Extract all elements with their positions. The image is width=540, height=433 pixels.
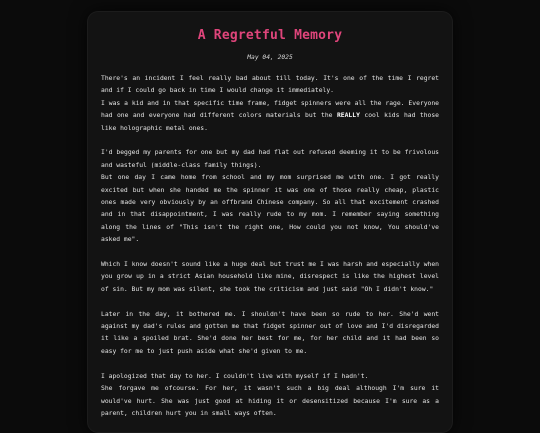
paragraph-text: But one day I came home from school and my mom surprised me with one. I got really excited but when she handed me the spinner it was one of those really cheap, plastic ones made very obviously by an offbrand Chinese company. So all that excitement crashed and in that disappointment, I was really rude to my mom. I remember saying something along the lines of "This isn't the right one, How could you not know, You should've asked me".: [101, 174, 439, 244]
paragraph-text: I was a kid and in that specific time frame, fidget spinners were all the rage. Everyone had one and everyone had different colors materials but the: [101, 99, 439, 120]
paragraph-text: I'd begged my parents for one but my dad had flat out refused deeming it to be frivolous and wasteful (middle-class family things).: [101, 149, 439, 169]
paragraph-3: [101, 259, 439, 296]
post-title: A Regretful Memory: [197, 28, 343, 43]
paragraph-text: There's an incident I feel really bad about till today. It's one of the time I regret and if I could go back in time I would change it immediately.: [101, 75, 439, 95]
paragraph-1: [101, 73, 439, 135]
paragraph-5: [101, 371, 439, 421]
post-card: [88, 12, 452, 432]
paragraph-text: I apologized that day to her. I couldn't live with myself if I hadn't.: [101, 372, 369, 380]
post-body: [101, 73, 439, 433]
paragraph-text: Which I know doesn't sound like a huge deal but trust me I was harsh and especially when you grow up in a strict Asian household like mine, disrespect is like the highest level of sin. But my mom was silent, she took the criticism and just said "Oh I didn't know.": [101, 261, 439, 293]
post-date: May 04, 2025: [247, 54, 293, 61]
emphasis-text: REALLY: [336, 112, 360, 120]
paragraph-text: cool kids had those like holographic metal ones.: [101, 112, 439, 132]
paragraph-2: [101, 147, 439, 246]
paragraph-4: [101, 309, 439, 359]
paragraph-text: She forgave me ofcourse. For her, it wasn't such a big deal although I'm sure it would've hurt. She was just good at hiding it or desensitized because I'm sure as a parent, children hurt you in small ways often.: [101, 385, 439, 417]
paragraph-text: Later in the day, it bothered me. I shouldn't have been so rude to her. She'd went against my dad's rules and gotten me that fidget spinner out of love and I'd disregarded it like a spoiled brat. She'd done her best for me, for her child and it had been so easy for me to just push aside what she'd given to me.: [101, 310, 439, 355]
